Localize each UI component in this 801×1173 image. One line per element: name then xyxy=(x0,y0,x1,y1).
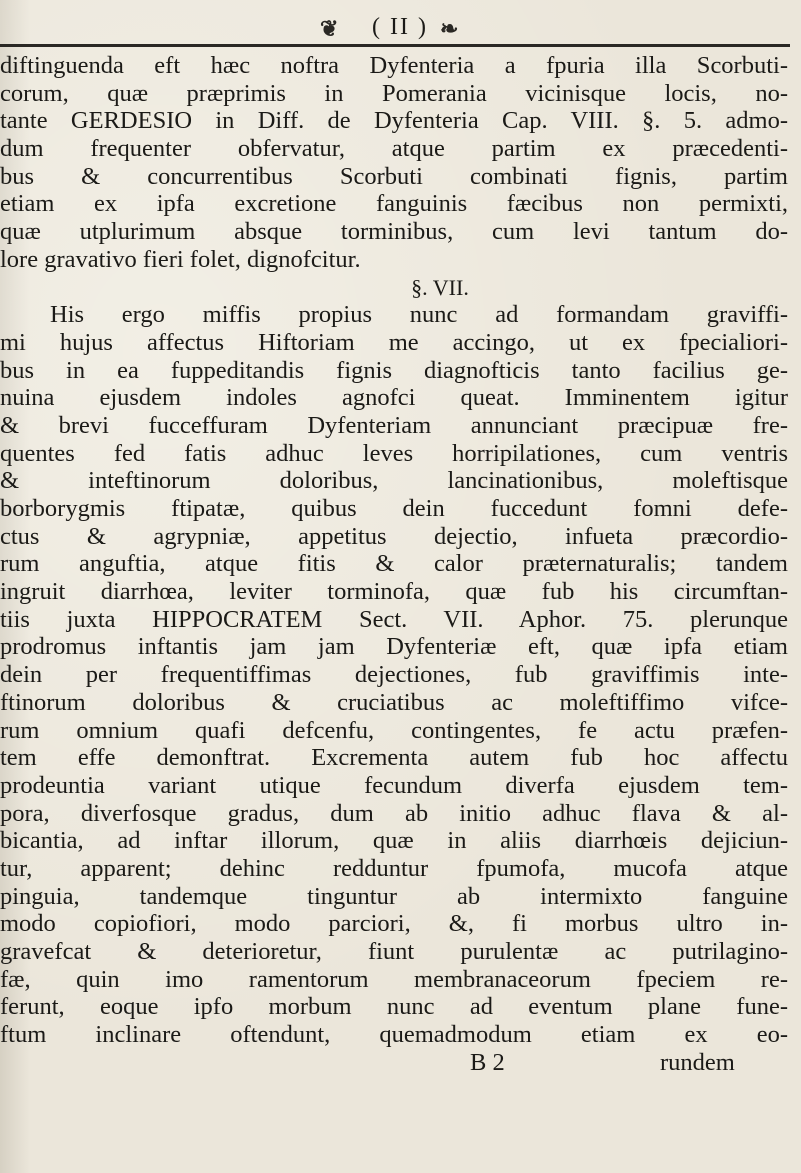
text-line: borborygmis ftipatæ, quibus dein fuccedunt fomni defe- xyxy=(0,495,788,522)
text-line: nuina ejusdem indoles agnofci queat. Imminentem igitur xyxy=(0,384,788,412)
text-line: tiis juxta HIPPOCRATEM Sect. VII. Aphor. 75. plerunque xyxy=(0,605,788,633)
text-line: lore gravativo fieri folet, dignofcitur. xyxy=(0,245,361,273)
text-line: His ergo miffis propius nunc ad formandam graviffi- xyxy=(50,301,788,329)
text-line: tem effe demonftrat. Excrementa autem fub hoc affectu xyxy=(0,744,788,772)
text-line: dein per frequentiffimas dejectiones, fub graviffimis inte- xyxy=(0,661,788,689)
text-line: prodromus inftantis jam jam Dyfenteriæ eft, quæ ipfa etiam xyxy=(0,633,788,661)
text-line: tur, apparent; dehinc redduntur fpumofa, mucofa atque xyxy=(0,854,788,882)
fleuron-left-icon: ❦ xyxy=(320,16,339,41)
text-line: pora, diverfosque gradus, dum ab initio adhuc flava & al- xyxy=(0,799,788,827)
section-heading: §. VII. xyxy=(411,274,469,300)
text-line: bus & concurrentibus Scorbuti combinati fignis, partim xyxy=(0,162,788,190)
text-line: rum omnium quafi defcenfu, contingentes, fe actu præfen- xyxy=(0,716,788,744)
text-line: pinguia, tandemque tinguntur ab intermixto fanguine xyxy=(0,882,788,910)
catchword: rundem xyxy=(660,1048,735,1076)
text-line: bus in ea fuppeditandis fignis diagnofticis tanto facilius ge- xyxy=(0,356,788,384)
text-line: ferunt, eoque ipfo morbum nunc ad eventum plane fune- xyxy=(0,993,788,1021)
page-number: ( II ) xyxy=(372,14,428,40)
text-line: ctus & agrypniæ, appetitus dejectio, infueta præcordio- xyxy=(0,522,788,550)
text-line: rum anguftia, atque fitis & calor præternaturalis; tandem xyxy=(0,550,788,578)
text-line: bicantia, ad inftar illorum, quæ in aliis diarrhœis dejiciun- xyxy=(0,827,788,855)
text-line: ftum inclinare oftendunt, quemadmodum etiam ex eo- xyxy=(0,1021,788,1049)
text-line: etiam ex ipfa excretione fanguinis fæcibus non permixti, xyxy=(0,190,788,218)
text-line: ingruit diarrhœa, leviter torminofa, quæ fub his circumftan- xyxy=(0,578,788,606)
page-footer xyxy=(0,1049,800,1077)
text-line: quæ utplurimum absque torminibus, cum levi tantum do- xyxy=(0,218,788,246)
text-line: fæ, quin imo ramentorum membranaceorum fpeciem re- xyxy=(0,965,788,993)
text-line: mi hujus affectus Hiftoriam me accingo, ut ex fpecialiori- xyxy=(0,328,788,356)
text-line: & inteftinorum doloribus, lancinationibus, moleftisque xyxy=(0,467,788,495)
text-line: quentes fed fatis adhuc leves horripilationes, cum ventris xyxy=(0,439,788,467)
text-line: gravefcat & deterioretur, fiunt purulentæ ac putrilagino- xyxy=(0,938,788,965)
text-line: prodeuntia variant utique fecundum diverfa ejusdem tem- xyxy=(0,771,788,799)
text-line: diftinguenda eft hæc noftra Dyfenteria a fpuria illa Scorbuti- xyxy=(0,52,788,79)
text-line: & brevi fucceffuram Dyfenteriam annunciant præcipuæ fre- xyxy=(0,411,788,439)
header-rule xyxy=(0,44,790,47)
text-line: tante GERDESIO in Diff. de Dyfenteria Cap. VIII. §. 5. admo- xyxy=(0,107,788,135)
page-header xyxy=(0,8,801,48)
signature-mark: B 2 xyxy=(470,1048,505,1076)
text-line: corum, quæ præprimis in Pomerania vicinisque locis, no- xyxy=(0,79,788,107)
text-line: dum frequenter obfervatur, atque partim ex præcedenti- xyxy=(0,135,788,163)
text-line: modo copiofiori, modo parciori, &, fi morbus ultro in- xyxy=(0,910,788,938)
text-line: ftinorum doloribus & cruciatibus ac moleftiffimo vifce- xyxy=(0,688,788,716)
fleuron-right-icon: ❧ xyxy=(440,16,459,41)
body-text xyxy=(0,52,800,1076)
